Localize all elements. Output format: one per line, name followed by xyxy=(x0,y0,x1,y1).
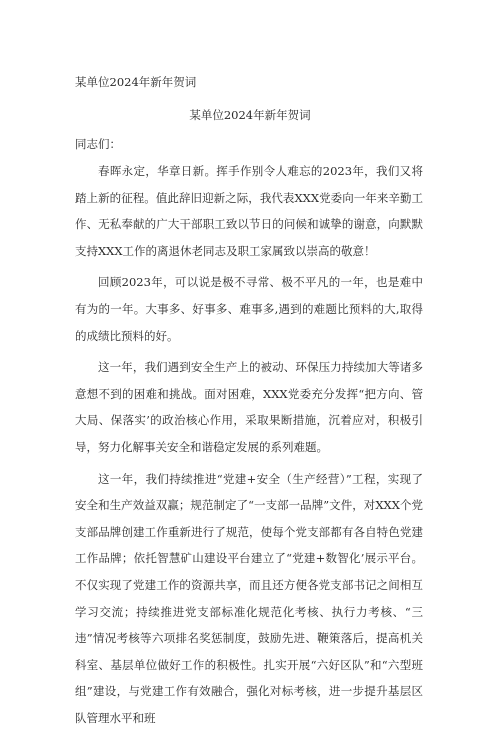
paragraph-challenges: 这一年，我们遇到安全生产上的被动、环保压力持续加大等诸多意想不到的困难和挑战。面对困难，XXX党委充分发挥“把方向、管大局、保落实’的政治核心作用，采取果断措施，沉着应对，积极引导，努力化解事关安全和谐稳定发展的系列难题。 xyxy=(75,360,423,454)
document-title: 某单位2024年新年贺词 xyxy=(189,108,311,122)
salutation: 同志们： xyxy=(75,137,121,151)
paragraph-review: 回顾2023年，可以说是极不寻常、极不平凡的一年，也是难中有为的一年。大事多、好事多、难事多,遇到的难题比预料的大,取得的成绩比预料的好。 xyxy=(75,275,423,343)
paragraph-party-building: 这一年，我们持续推进“党建+安全（生产经营）”工程，实现了安全和生产效益双赢；规范制定了“一支部一品牌”文件，对XXX个党支部品牌创建工作重新进行了规范，使每个党支部都有各自特色党建工作品牌；依托智慧矿山建设平台建立了“党建+数智化’展示平台。不仅实现了党建工作的资源共享，而且还方便各党支部书记之间相互学习交流；持续推进党支部标准化规范化考核、执行力考核、“三违”情况考核等六项排名奖惩制度，鼓励先进、鞭策落后，提高机关科室、基层单位做好工作的积极性。扎实开展“六好区队”和“六型班组”建设，与党建工作有效融合，强化对标考核，进一步提升基层区队管理水平和班 xyxy=(75,471,423,725)
paragraph-opening: 春晖永定，华章日新。挥手作别令人难忘的2023年，我们又将踏上新的征程。值此辞旧迎新之际，我代表XXX党委向一年来辛勤工作、无私奉献的广大干部职工致以节日的问候和诚挚的谢意，向默默支持XXX工作的离退休老同志及职工家属致以崇高的敬意！ xyxy=(75,164,423,258)
document-header-title: 某单位2024年新年贺词 xyxy=(75,75,197,89)
document-body xyxy=(75,158,423,736)
